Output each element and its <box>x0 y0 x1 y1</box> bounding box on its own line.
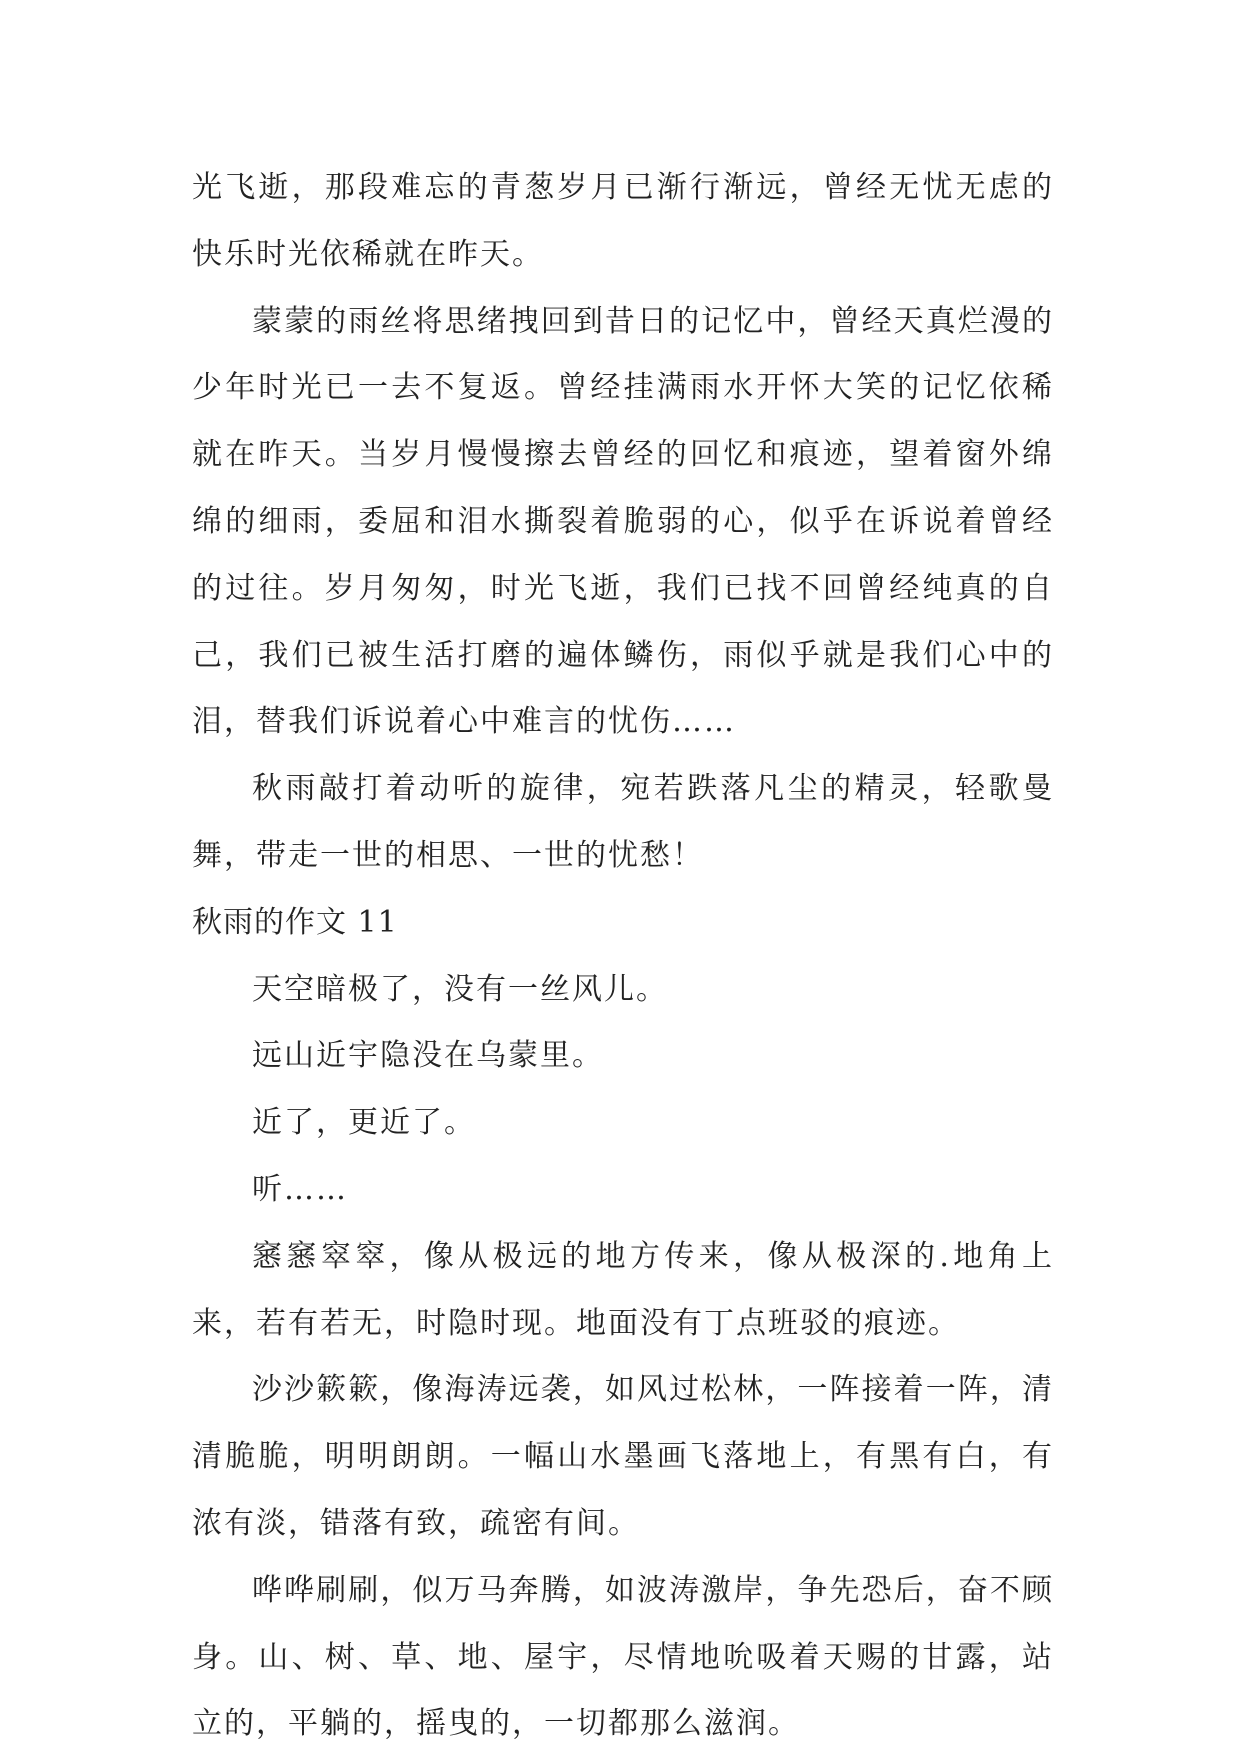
paragraph-distant-mountains: 远山近宇隐没在乌蒙里。 <box>252 1038 604 1074</box>
paragraph-continuation: 光飞逝，那段难忘的青葱岁月已渐行渐远，曾经无忧无虑的快乐时光依稀就在昨天。 <box>192 170 1054 272</box>
document-page <box>192 155 1054 1758</box>
paragraph-downpour: 哗哗刷刷，似万马奔腾，如波涛激岸，争先恐后，奋不顾身。山、树、草、地、屋宇，尽情地吮吸着天赐的甘露，站立的，平躺的，摇曳的，一切都那么滋润。 <box>192 1572 1054 1742</box>
paragraph-closer: 近了，更近了。 <box>252 1105 476 1141</box>
paragraph-dark-sky: 天空暗极了，没有一丝风儿。 <box>252 971 668 1007</box>
paragraph-pattering: 沙沙簌簌，像海涛远袭，如风过松林，一阵接着一阵，清清脆脆，明明朗朗。一幅山水墨画飞落地上，有黑有白，有浓有淡，错落有致，疏密有间。 <box>192 1372 1054 1541</box>
essay-title: 秋雨的作文 11 <box>192 904 398 940</box>
paragraph-autumn-rain-melody: 秋雨敲打着动听的旋律，宛若跌落凡尘的精灵，轻歌曼舞，带走一世的相思、一世的忧愁！ <box>192 771 1054 873</box>
paragraph-rustling: 窸窸窣窣，像从极远的地方传来，像从极深的.地角上来，若有若无，时隐时现。地面没有丁点班驳的痕迹。 <box>192 1238 1054 1341</box>
paragraph-memories: 蒙蒙的雨丝将思绪拽回到昔日的记忆中，曾经天真烂漫的少年时光已一去不复返。曾经挂满雨水开怀大笑的记忆依稀就在昨天。当岁月慢慢擦去曾经的回忆和痕迹，望着窗外绵绵的细雨，委屈和泪水撕裂着脆弱的心，似乎在诉说着曾经的过往。岁月匆匆，时光飞逝，我们已找不回曾经纯真的自己，我们已被生活打磨的遍体鳞伤，雨似乎就是我们心中的泪，替我们诉说着心中难言的忧伤…… <box>192 303 1054 740</box>
paragraph-listen: 听…… <box>252 1171 348 1207</box>
